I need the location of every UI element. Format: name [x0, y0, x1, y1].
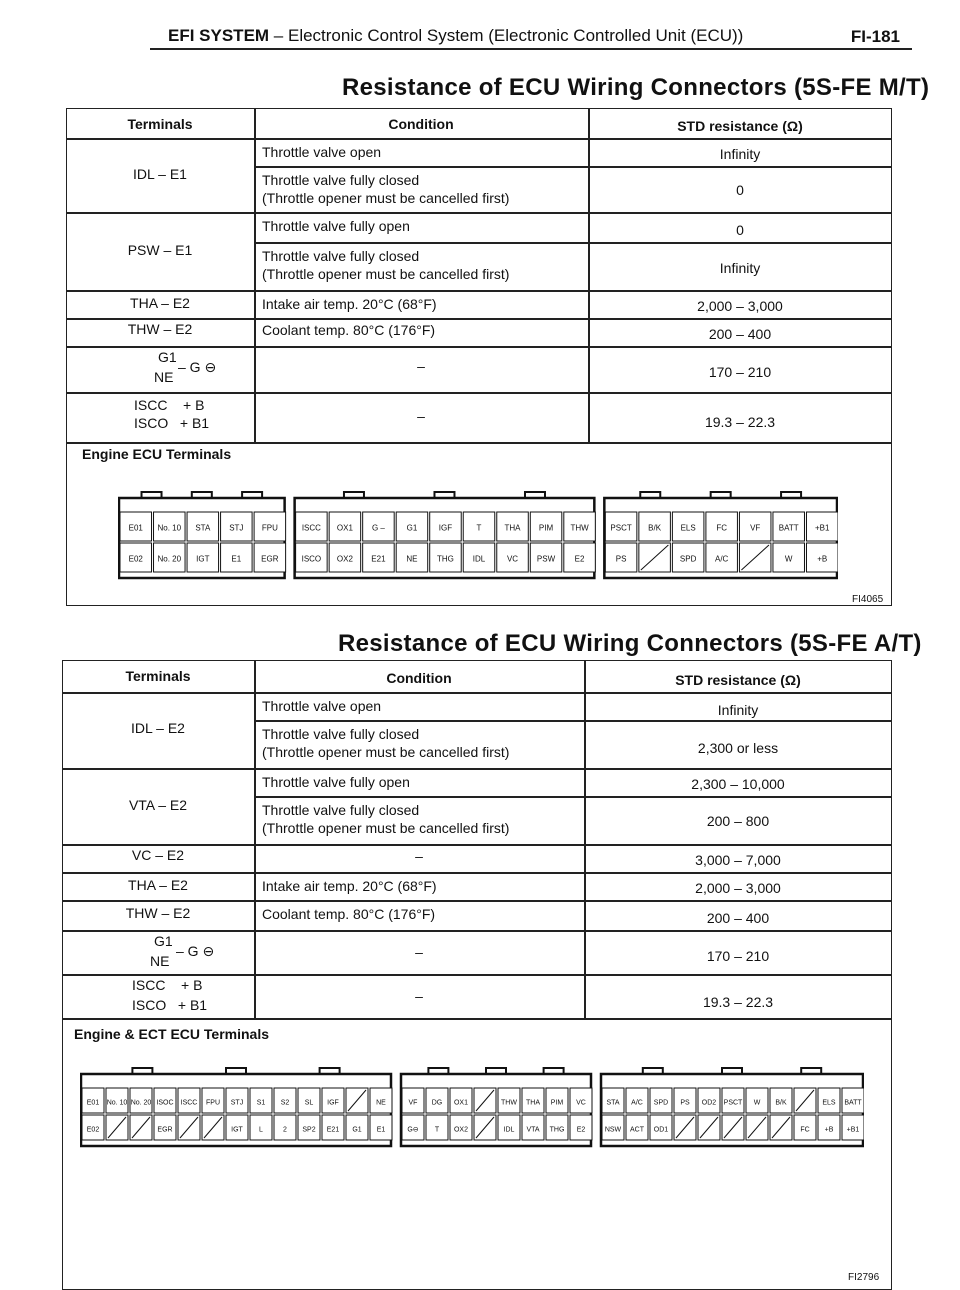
condition-line: (Throttle opener must be cancelled first) — [262, 820, 510, 836]
condition-cell: Coolant temp. 80°C (176°F) — [262, 906, 436, 922]
terminal-tha-e2: THA – E2 — [128, 877, 188, 893]
std-value: 170 – 210 — [708, 364, 772, 380]
table-mt-header-std: STD resistance (Ω) — [677, 118, 803, 134]
connector-pin-label: A/C — [631, 1099, 643, 1107]
connector-pin-label: STA — [606, 1099, 620, 1107]
std-value: 200 – 400 — [708, 326, 772, 342]
connector-pin-label: OD2 — [701, 1099, 717, 1107]
connector-pin-label: THG — [549, 1126, 565, 1134]
connector-pin-label: G⊖ — [407, 1126, 419, 1134]
connector-pin-label: VC — [506, 554, 519, 564]
condition-cell: – — [415, 944, 423, 960]
connector-pin-label: IGT — [231, 1126, 243, 1134]
connector-pin-label: PSCT — [723, 1099, 743, 1107]
condition-cell: Intake air temp. 20°C (68°F) — [262, 296, 437, 312]
condition-cell: Throttle valve open — [262, 144, 382, 160]
connector-pin-label: STA — [195, 523, 211, 533]
connector-pin-label: SPD — [679, 554, 697, 564]
condition-line: (Throttle opener must be cancelled first) — [262, 266, 510, 282]
terminal-iscc: ISCC + B — [132, 977, 203, 993]
connector-pin-label: E2 — [574, 554, 585, 564]
condition-line: Throttle valve fully closed — [262, 726, 420, 742]
condition-line: Throttle valve fully closed — [262, 172, 420, 188]
connector-pin-label: +B — [824, 1126, 834, 1134]
table-at-header-std: STD resistance (Ω) — [675, 672, 801, 688]
connector-pin-label: E2 — [576, 1126, 586, 1134]
connector-pin-label: G – — [371, 523, 385, 533]
ecu-terminals-caption: Engine & ECT ECU Terminals — [74, 1026, 269, 1042]
std-value: 19.3 – 22.3 — [704, 414, 776, 430]
connector-pin-label: THA — [526, 1099, 540, 1107]
connector-pin-label: FC — [716, 523, 728, 533]
connector-pin-label: OX1 — [336, 523, 353, 533]
std-value: 0 — [736, 222, 744, 238]
connector-pin-label: OX2 — [336, 554, 353, 564]
connector-pin-label: ISOC — [156, 1099, 174, 1107]
connector-pin-label: VC — [576, 1099, 586, 1107]
connector-pin-label: A/C — [714, 554, 729, 564]
condition-cell — [262, 244, 582, 286]
connector-pin-label: S2 — [280, 1099, 290, 1107]
connector-pin-label: L — [259, 1126, 263, 1134]
connector-pin-label: No. 20 — [157, 554, 182, 564]
connector-pin-label: STJ — [230, 1099, 244, 1107]
connector-pin-label: ISCC — [301, 523, 321, 533]
condition-cell: Intake air temp. 20°C (68°F) — [262, 878, 437, 894]
connector-pin-label: E21 — [326, 1126, 340, 1134]
terminal-thw-e2: THW – E2 — [127, 321, 193, 337]
std-value: 19.3 – 22.3 — [702, 994, 774, 1010]
connector-pin-label: FPU — [261, 523, 278, 533]
terminal-thw-e2: THW – E2 — [125, 905, 191, 921]
connector-pin-label: NSW — [604, 1126, 622, 1134]
connector-pin-label: SL — [304, 1099, 314, 1107]
connector-pin-label: SP2 — [302, 1126, 316, 1134]
connector-pin-label: IGT — [196, 554, 210, 564]
connector-pin-label: NE — [376, 1099, 386, 1107]
terminal-isco: ISCO + B1 — [132, 997, 208, 1013]
connector-pin-label: PIM — [538, 523, 554, 533]
condition-cell — [262, 168, 582, 210]
terminal-g1: G1 — [154, 933, 173, 949]
terminal-tha-e2: THA – E2 — [130, 295, 190, 311]
connector-pin-label: ISCO — [301, 554, 322, 564]
connector-pin-label: BATT — [778, 523, 799, 533]
condition-cell: – — [415, 988, 423, 1004]
connector-pin-label: ISCC — [180, 1099, 198, 1107]
connector-pin-label: ELS — [680, 523, 696, 533]
terminal-g-minus: – G ⊖ — [176, 943, 215, 959]
row-divider — [66, 442, 892, 444]
connector-pin-label: E01 — [128, 523, 143, 533]
std-value: 2,000 – 3,000 — [697, 298, 783, 314]
connector-pin-label: W — [784, 554, 793, 564]
table-at-title: Resistance of ECU Wiring Connectors (5S-FE A/T) — [338, 630, 922, 657]
std-value: 200 – 400 — [706, 910, 770, 926]
connector-pin-label: PSW — [536, 554, 556, 564]
connector-pin-label: EGR — [261, 554, 279, 564]
connector-pin-label: E02 — [128, 554, 143, 564]
header-title: EFI SYSTEM – Electronic Control System (Electronic Controlled Unit (ECU)) — [168, 26, 744, 45]
std-value: 2,300 or less — [697, 740, 779, 756]
header-rule — [150, 48, 912, 50]
std-value: Infinity — [717, 702, 759, 718]
connector-pin-label: +B1 — [846, 1126, 860, 1134]
condition-line: (Throttle opener must be cancelled first) — [262, 190, 510, 206]
connector-pin-label: ELS — [822, 1099, 836, 1107]
connector-pin-label: IDL — [503, 1126, 515, 1134]
connector-pin-label: DG — [431, 1099, 443, 1107]
terminal-g-minus: – G ⊖ — [178, 359, 217, 375]
figure-code: FI4065 — [852, 594, 884, 605]
std-value: 0 — [736, 182, 744, 198]
connector-pin-label: PS — [615, 554, 627, 564]
condition-cell: Throttle valve open — [262, 698, 382, 714]
terminal-idl-e1: IDL – E1 — [133, 166, 187, 182]
terminal-g1: G1 — [158, 349, 177, 365]
condition-cell: Throttle valve fully open — [262, 774, 410, 790]
connector-pin-label: NE — [406, 554, 418, 564]
terminal-vc-e2: VC – E2 — [131, 847, 185, 863]
table-at-header-condition: Condition — [386, 670, 452, 686]
connector-pin-label: IDL — [472, 554, 486, 564]
condition-cell — [262, 722, 578, 764]
std-value: 2,300 – 10,000 — [691, 776, 785, 792]
connector-pin-label: T — [476, 523, 482, 533]
terminal-iscc-isco — [66, 392, 254, 440]
condition-cell: – — [415, 848, 423, 864]
connector-pin-label: E1 — [376, 1126, 386, 1134]
connector-pin-label: OD1 — [653, 1126, 669, 1134]
connector-svg — [118, 490, 838, 580]
connector-pin-label: VTA — [526, 1126, 540, 1134]
std-value: Infinity — [719, 260, 761, 276]
connector-pin-label: S1 — [256, 1099, 266, 1107]
connector-svg — [80, 1066, 864, 1148]
std-value: 2,000 – 3,000 — [695, 880, 781, 896]
connector-pin-label: PSCT — [610, 523, 632, 533]
figure-code: FI2796 — [848, 1272, 880, 1283]
connector-pin-label: 2 — [283, 1126, 287, 1134]
connector-pin-label: IGF — [327, 1099, 339, 1107]
ecu-terminals-caption: Engine ECU Terminals — [82, 446, 232, 462]
terminal-ne: NE — [150, 953, 170, 969]
condition-cell: Coolant temp. 80°C (176°F) — [262, 322, 436, 338]
terminal-isco: ISCO + B1 — [134, 415, 210, 431]
table-mt-header-terminals: Terminals — [127, 116, 193, 132]
ecu-connector-diagram-at — [80, 1066, 864, 1148]
terminal-g1-ne — [62, 930, 254, 974]
condition-cell — [262, 798, 578, 840]
connector-pin-label: No. 10 — [157, 523, 182, 533]
terminal-ne: NE — [154, 369, 174, 385]
row-divider — [62, 1018, 892, 1020]
std-value: Infinity — [719, 146, 761, 162]
table-mt-header-condition: Condition — [388, 116, 454, 132]
connector-pin-label: No. 20 — [130, 1099, 152, 1107]
connector-pin-label: ACT — [630, 1126, 644, 1134]
connector-pin-label: VF — [750, 523, 761, 533]
connector-pin-label: THW — [570, 523, 589, 533]
connector-pin-label: STJ — [229, 523, 244, 533]
terminal-vta-e2: VTA – E2 — [128, 797, 188, 813]
connector-pin-label: E1 — [231, 554, 242, 564]
connector-pin-label: B/K — [775, 1099, 787, 1107]
connector-pin-label: E21 — [371, 554, 386, 564]
ecu-connector-diagram-mt — [118, 490, 838, 580]
connector-pin-label: THW — [501, 1099, 517, 1107]
connector-pin-label: PIM — [550, 1099, 564, 1107]
connector-pin-label: G1 — [406, 523, 418, 533]
connector-pin-label: W — [753, 1099, 761, 1107]
condition-cell: – — [417, 358, 425, 374]
connector-pin-label: E02 — [86, 1126, 100, 1134]
connector-pin-label: THA — [504, 523, 521, 533]
table-mt-title: Resistance of ECU Wiring Connectors (5S-FE M/T) — [342, 74, 930, 101]
connector-pin-label: E01 — [86, 1099, 100, 1107]
page-header — [168, 22, 908, 48]
connector-pin-label: OX2 — [453, 1126, 469, 1134]
page-number: FI-181 — [850, 27, 900, 46]
std-value: 200 – 800 — [706, 813, 770, 829]
connector-pin-label: FPU — [206, 1099, 220, 1107]
terminal-iscc: ISCC + B — [134, 397, 205, 413]
connector-pin-label: PS — [680, 1099, 690, 1107]
condition-cell: – — [417, 408, 425, 424]
table-at-col-divider — [254, 660, 256, 1018]
connector-pin-label: +B1 — [815, 523, 830, 533]
terminal-idl-e2: IDL – E2 — [131, 720, 185, 736]
std-value: 170 – 210 — [706, 948, 770, 964]
condition-line: Throttle valve fully closed — [262, 248, 420, 264]
condition-cell: Throttle valve fully open — [262, 218, 410, 234]
terminal-psw-e1: PSW – E1 — [127, 242, 193, 258]
connector-pin-label: EGR — [157, 1126, 173, 1134]
table-at-header-terminals: Terminals — [125, 668, 191, 684]
connector-pin-label: B/K — [648, 523, 662, 533]
connector-pin-label: OX1 — [453, 1099, 469, 1107]
connector-pin-label: BATT — [844, 1099, 862, 1107]
connector-pin-label: SPD — [653, 1099, 669, 1107]
connector-pin-label: FC — [800, 1126, 810, 1134]
condition-line: (Throttle opener must be cancelled first) — [262, 744, 510, 760]
std-value: 3,000 – 7,000 — [695, 852, 781, 868]
connector-pin-label: +B — [817, 554, 828, 564]
connector-pin-label: THG — [437, 554, 454, 564]
terminal-g1-ne — [66, 346, 254, 390]
connector-pin-label: G1 — [352, 1126, 362, 1134]
connector-pin-label: VF — [408, 1099, 418, 1107]
terminal-iscc-isco — [62, 974, 254, 1018]
condition-line: Throttle valve fully closed — [262, 802, 420, 818]
connector-pin-label: No. 10 — [106, 1099, 128, 1107]
connector-pin-label: IGF — [438, 523, 453, 533]
connector-pin-label: T — [434, 1126, 440, 1134]
